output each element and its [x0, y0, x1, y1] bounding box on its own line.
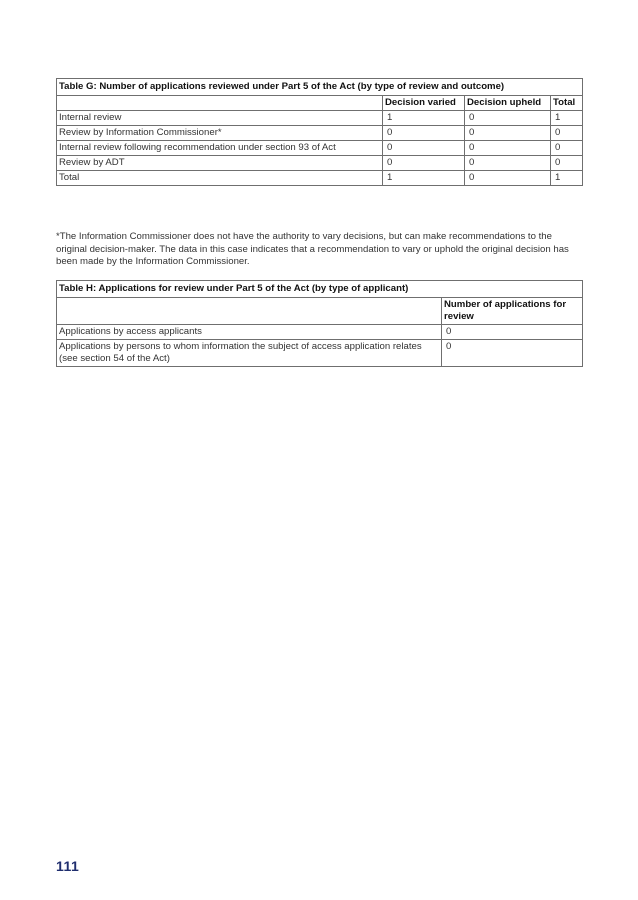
table-g — [56, 78, 583, 186]
table-g-header-total: Total — [551, 96, 583, 111]
decision-upheld-cell: 0 — [465, 171, 551, 186]
table-row-total — [57, 171, 583, 186]
table-h-title: Table H: Applications for review under Part 5 of the Act (by type of applicant) — [57, 281, 583, 298]
table-row — [57, 156, 583, 171]
row-label: Internal review following recommendation under section 93 of Act — [57, 141, 383, 156]
table-g-header-row — [57, 96, 583, 111]
row-label: Total — [57, 171, 383, 186]
table-row — [57, 325, 583, 340]
total-cell: 0 — [551, 141, 583, 156]
decision-upheld-cell: 0 — [465, 156, 551, 171]
decision-upheld-cell: 0 — [465, 141, 551, 156]
table-h-header-row — [57, 298, 583, 325]
table-h-header-empty — [57, 298, 442, 325]
table-h-header-count: Number of applications for review — [442, 298, 583, 325]
table-row — [57, 340, 583, 367]
table-g-title: Table G: Number of applications reviewed under Part 5 of the Act (by type of review and outcome) — [57, 79, 583, 96]
table-row — [57, 141, 583, 156]
footnote: *The Information Commissioner does not have the authority to vary decisions, but can make recommendations to the original decision-maker. The data in this case indicates that a recommendation to vary or uphold the original decision has been made by the Information Commissioner. — [56, 231, 569, 267]
row-label: Internal review — [57, 111, 383, 126]
decision-varied-cell: 0 — [383, 126, 465, 141]
row-label: Applications by access applicants — [57, 325, 442, 340]
row-label: Applications by persons to whom information the subject of access application relates (see section 54 of the Act) — [57, 340, 442, 367]
row-label: Review by Information Commissioner* — [57, 126, 383, 141]
decision-varied-cell: 0 — [383, 141, 465, 156]
table-g-header-upheld: Decision upheld — [465, 96, 551, 111]
table-h — [56, 280, 583, 367]
total-cell: 0 — [551, 126, 583, 141]
decision-upheld-cell: 0 — [465, 111, 551, 126]
table-g-header-varied: Decision varied — [383, 96, 465, 111]
table-row — [57, 111, 583, 126]
page-number: 111 — [56, 858, 80, 874]
decision-varied-cell: 1 — [383, 111, 465, 126]
applications-count-cell: 0 — [442, 325, 583, 340]
decision-upheld-cell: 0 — [465, 126, 551, 141]
total-cell: 1 — [551, 111, 583, 126]
row-label: Review by ADT — [57, 156, 383, 171]
applications-count-cell: 0 — [442, 340, 583, 367]
table-g-header-empty — [57, 96, 383, 111]
decision-varied-cell: 1 — [383, 171, 465, 186]
total-cell: 0 — [551, 156, 583, 171]
decision-varied-cell: 0 — [383, 156, 465, 171]
table-row — [57, 126, 583, 141]
total-cell: 1 — [551, 171, 583, 186]
table-g-title-row — [57, 79, 583, 96]
table-h-title-row — [57, 281, 583, 298]
